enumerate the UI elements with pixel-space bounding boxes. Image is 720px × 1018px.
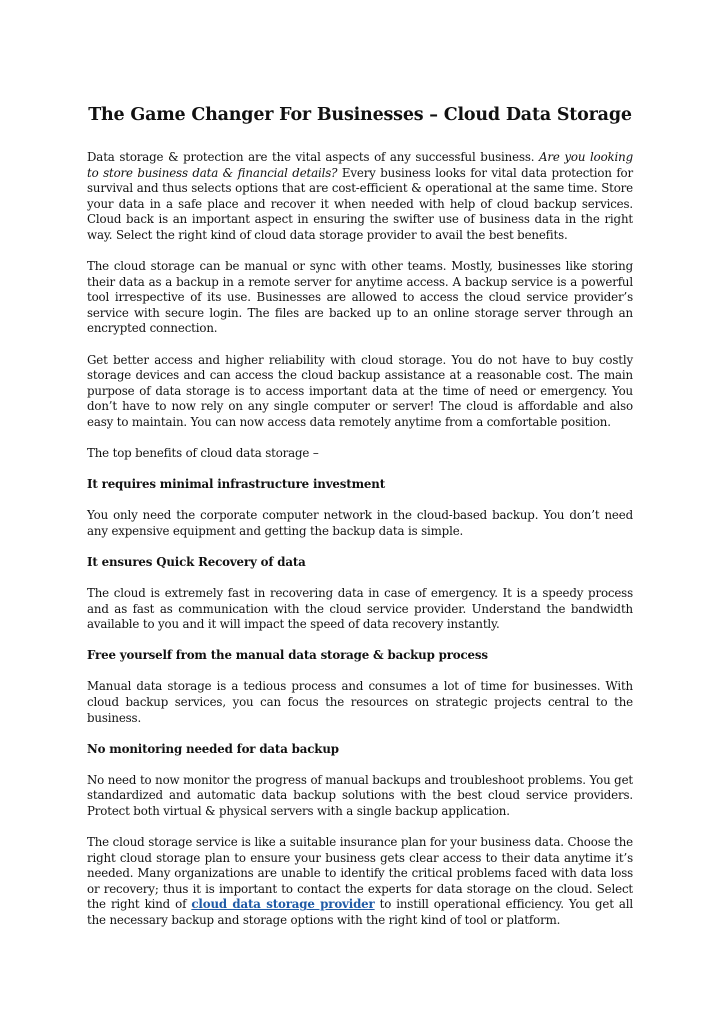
heading-manual-backup: Free yourself from the manual data storage & backup process <box>87 648 488 663</box>
intro-paragraph <box>87 150 633 244</box>
paragraph-conclusion <box>87 835 633 929</box>
paragraph-cloud-storage-sync: The cloud storage can be manual or sync with other teams. Mostly, businesses like storing their data as a backup in a remote server for anytime access. A backup service is a powerful tool irrespective of its use. Businesses are allowed to access the cloud service provider’s service with secure login. The files are backed up to an online storage server through an encrypted connection. <box>87 259 633 336</box>
paragraph-access-reliability: Get better access and higher reliability with cloud storage. You do not have to buy costly storage devices and can access the cloud backup assistance at a reasonable cost. The main purpose of data storage is to access important data at the time of need or emergency. You don’t have to now rely on any single computer or server! The cloud is affordable and also easy to maintain. You can now access data remotely anytime from a comfortable position. <box>87 352 633 429</box>
heading-infrastructure: It requires minimal infrastructure investment <box>87 477 385 492</box>
paragraph-benefits-intro: The top benefits of cloud data storage – <box>87 446 319 460</box>
paragraph-quick-recovery: The cloud is extremely fast in recovering data in case of emergency. It is a speedy process and as fast as communication with the cloud service provider. Understand the bandwidth available to you and it will impact the speed of data recovery instantly. <box>87 585 633 632</box>
heading-no-monitoring: No monitoring needed for data backup <box>87 741 339 756</box>
intro-text-end: Every business looks for vital data protection for survival and thus selects options that are cost-efficient & operational at the same time. Store your data in a safe place and recover it when needed with help of cloud backup services. Cloud back is an important aspect in ensuring the swifter use of business data in the right way. Select the right kind of cloud data storage provider to avail the best benefits. <box>87 165 633 242</box>
conclusion-text-end: to instill operational efficiency. You get all the necessary backup and storage options with the right kind of tool or platform. <box>87 897 633 927</box>
paragraph-no-monitoring: No need to now monitor the progress of manual backups and troubleshoot problems. You get standardized and automatic data backup solutions with the best cloud service providers. Protect both virtual & physical servers with a single backup application. <box>87 772 633 818</box>
intro-text-start: Data storage & protection are the vital aspects of any successful business. <box>87 150 540 164</box>
document-page <box>87 102 633 944</box>
paragraph-infrastructure: You only need the corporate computer network in the cloud-based backup. You don’t need any expensive equipment and getting the backup data is simple. <box>87 508 633 538</box>
paragraph-manual-backup: Manual data storage is a tedious process and consumes a lot of time for businesses. With cloud backup services, you can focus the resources on strategic projects central to the business. <box>87 679 633 725</box>
page-title: The Game Changer For Businesses – Cloud Data Storage <box>88 105 632 125</box>
heading-quick-recovery: It ensures Quick Recovery of data <box>87 554 306 569</box>
intro-question: Are you looking to store business data & financial details? <box>87 150 633 180</box>
cloud-data-storage-provider-link[interactable]: cloud data storage provider <box>191 897 375 912</box>
conclusion-text-start: The cloud storage service is like a suitable insurance plan for your business data. Choose the right cloud storage plan to ensure your business gets clear access to their data anytime it’s needed. Many organizations are unable to identify the critical problems faced with data loss or recovery; thus it is important to contact the experts for data storage on the cloud. Select the right kind of <box>87 835 633 912</box>
